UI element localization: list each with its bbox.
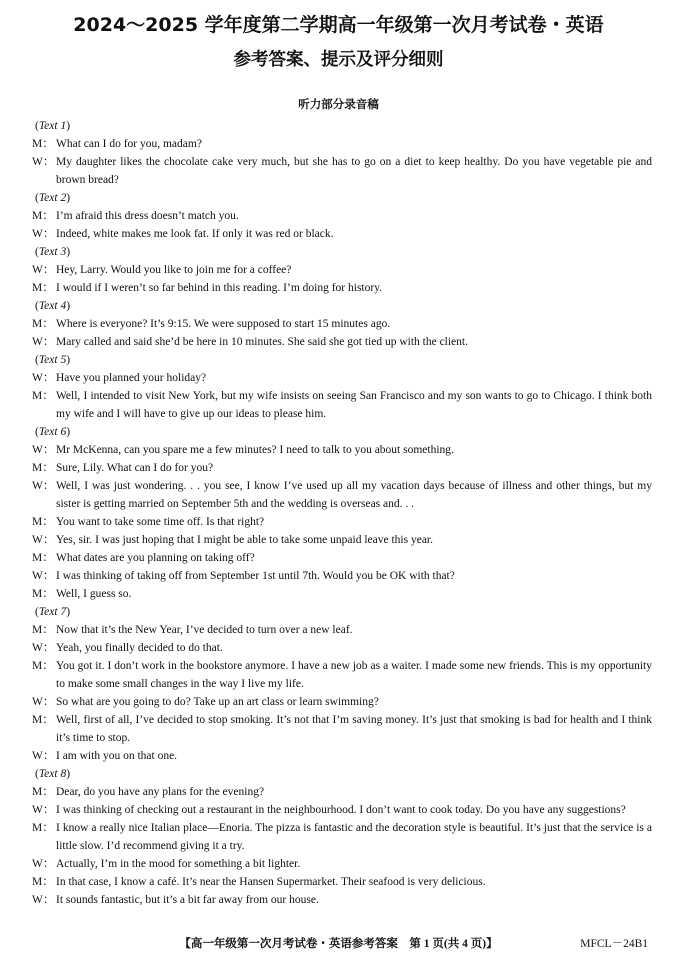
speaker-label: M： — [32, 210, 54, 222]
speaker-label: M： — [32, 624, 54, 636]
speaker-name: M — [32, 138, 43, 150]
text-section-number: Text 7 — [38, 606, 67, 618]
page-title: 2024～2025 学年度第二学期高一年级第一次月考试卷・英语 — [73, 14, 604, 36]
speaker-label: W： — [32, 696, 55, 708]
dialogue-line — [32, 819, 652, 855]
section-heading: 听力部分录音稿 — [298, 97, 379, 111]
speaker-label: M： — [32, 138, 54, 150]
speaker-name: W — [32, 372, 43, 384]
dialogue-line — [32, 207, 652, 225]
speaker-name: M — [32, 390, 43, 402]
speaker-name: M — [32, 786, 43, 798]
dialogue-line — [32, 711, 652, 747]
speaker-label: M： — [32, 462, 54, 474]
dialogue-text: Well, I guess so. — [56, 588, 132, 600]
dialogue-line — [32, 783, 652, 801]
speaker-name: W — [32, 156, 43, 168]
speaker-label: M： — [32, 588, 54, 600]
dialogue-line — [32, 369, 652, 387]
speaker-name: M — [32, 282, 43, 294]
speaker-label: W： — [32, 804, 55, 816]
speaker-label: W： — [32, 228, 55, 240]
dialogue-line — [32, 261, 652, 279]
speaker-name: M — [32, 462, 43, 474]
dialogue-line — [32, 459, 652, 477]
dialogue-text: Well, I was just wondering. . . you see, I know I’ve used up all my vacation days because of illness and other things, but my sister is getting married on September 5th and the wedding is overseas and. . . — [56, 480, 652, 510]
dialogue-text: Yeah, you finally decided to do that. — [56, 642, 223, 654]
speaker-name: M — [32, 516, 43, 528]
text-section-label: (Text 7) — [35, 606, 71, 618]
text-section-label: (Text 1) — [35, 120, 71, 132]
speaker-name: M — [32, 588, 43, 600]
dialogue-text: Dear, do you have any plans for the evening? — [56, 786, 265, 798]
dialogue-line — [32, 153, 652, 189]
speaker-name: W — [32, 264, 43, 276]
text-section-number: Text 1 — [38, 120, 67, 132]
speaker-label: W： — [32, 642, 55, 654]
speaker-label: W： — [32, 156, 55, 168]
dialogue-text: What can I do for you, madam? — [56, 138, 202, 150]
dialogue-line — [32, 279, 652, 297]
dialogue-line — [32, 639, 652, 657]
speaker-label: W： — [32, 570, 55, 582]
speaker-name: M — [32, 660, 43, 672]
text-section-number: Text 6 — [38, 426, 67, 438]
speaker-name: M — [32, 552, 43, 564]
dialogue-text: Yes, sir. I was just hoping that I might be able to take some unpaid leave this year. — [56, 534, 433, 546]
dialogue-text: I’m afraid this dress doesn’t match you. — [56, 210, 239, 222]
dialogue-line — [32, 801, 652, 819]
dialogue-text: Now that it’s the New Year, I’ve decided to turn over a new leaf. — [56, 624, 353, 636]
dialogue-text: Well, first of all, I’ve decided to stop smoking. It’s not that I’m saving money. It’s just that smoking is bad for health and I think it’s time to stop. — [56, 714, 652, 744]
speaker-name: W — [32, 750, 43, 762]
speaker-label: W： — [32, 264, 55, 276]
text-section-label: (Text 8) — [35, 768, 71, 780]
text-section-number: Text 8 — [38, 768, 67, 780]
page-footer — [0, 934, 677, 954]
speaker-name: W — [32, 534, 43, 546]
speaker-name: M — [32, 210, 43, 222]
speaker-label: M： — [32, 660, 54, 672]
dialogue-line — [32, 891, 652, 909]
speaker-name: W — [32, 642, 43, 654]
dialogue-line — [32, 225, 652, 243]
text-section-number: Text 4 — [38, 300, 67, 312]
dialogue-line — [32, 693, 652, 711]
speaker-label: W： — [32, 336, 55, 348]
speaker-label: W： — [32, 480, 55, 492]
speaker-label: M： — [32, 822, 54, 834]
text-section-number: Text 3 — [38, 246, 67, 258]
dialogue-line — [32, 873, 652, 891]
dialogue-text: I would if I weren’t so far behind in this reading. I’m doing for history. — [56, 282, 383, 294]
speaker-label: M： — [32, 876, 54, 888]
speaker-name: M — [32, 822, 43, 834]
dialogue-line — [32, 315, 652, 333]
speaker-label: M： — [32, 714, 54, 726]
dialogue-text: Indeed, white makes me look fat. If only it was red or black. — [56, 228, 334, 240]
speaker-name: W — [32, 894, 43, 906]
speaker-name: M — [32, 714, 43, 726]
speaker-name: M — [32, 624, 43, 636]
dialogue-line — [32, 333, 652, 351]
dialogue-text: You want to take some time off. Is that right? — [56, 516, 265, 528]
dialogue-line — [32, 513, 652, 531]
dialogue-line — [32, 549, 652, 567]
dialogue-line — [32, 567, 652, 585]
text-section-label: (Text 6) — [35, 426, 71, 438]
dialogue-text: My daughter likes the chocolate cake very much, but she has to go on a diet to keep healthy. Do you have vegetable pie and brown bread? — [56, 156, 652, 186]
speaker-label: W： — [32, 372, 55, 384]
speaker-label: M： — [32, 318, 54, 330]
dialogue-text: I was thinking of checking out a restaurant in the neighbourhood. I don’t want to cook today. Do you have any suggestions? — [56, 804, 626, 816]
dialogue-text: You got it. I don’t work in the bookstore anymore. I have a new job as a waiter. I made some new friends. This is my opportunity to make some small changes in the way I live my life. — [56, 660, 652, 690]
dialogue-text: It sounds fantastic, but it’s a bit far away from our house. — [56, 894, 319, 906]
footer-text: 【高一年级第一次月考试卷・英语参考答案 第 1 页(共 4 页)】 — [179, 938, 498, 950]
dialogue-text: Have you planned your holiday? — [56, 372, 207, 384]
footer-code: MFCL－24B1 — [580, 938, 648, 950]
dialogue-text: Sure, Lily. What can I do for you? — [56, 462, 214, 474]
dialogue-text: Actually, I’m in the mood for something a bit lighter. — [56, 858, 301, 870]
text-section-number: Text 2 — [38, 192, 67, 204]
dialogue-text: I was thinking of taking off from September 1st until 7th. Would you be OK with that? — [56, 570, 455, 582]
speaker-label: M： — [32, 516, 54, 528]
dialogue-text: Mr McKenna, can you spare me a few minutes? I need to talk to you about something. — [56, 444, 454, 456]
speaker-name: W — [32, 570, 43, 582]
speaker-label: M： — [32, 786, 54, 798]
speaker-label: M： — [32, 552, 54, 564]
speaker-name: M — [32, 876, 43, 888]
speaker-name: W — [32, 228, 43, 240]
speaker-label: W： — [32, 858, 55, 870]
speaker-name: W — [32, 444, 43, 456]
dialogue-text: Hey, Larry. Would you like to join me for a coffee? — [56, 264, 292, 276]
dialogue-line — [32, 441, 652, 459]
dialogue-text: Where is everyone? It’s 9:15. We were supposed to start 15 minutes ago. — [56, 318, 391, 330]
dialogue-text: In that case, I know a café. It’s near the Hansen Supermarket. Their seafood is very delicious. — [56, 876, 486, 888]
dialogue-text: I am with you on that one. — [56, 750, 178, 762]
dialogue-line — [32, 747, 652, 765]
dialogue-line — [32, 621, 652, 639]
dialogue-line — [32, 531, 652, 549]
dialogue-line — [32, 855, 652, 873]
speaker-label: W： — [32, 750, 55, 762]
page-subtitle: 参考答案、提示及评分细则 — [233, 50, 444, 70]
transcript — [32, 117, 652, 909]
speaker-label: W： — [32, 534, 55, 546]
speaker-label: W： — [32, 444, 55, 456]
text-section-label: (Text 2) — [35, 192, 71, 204]
dialogue-line — [32, 657, 652, 693]
dialogue-line — [32, 387, 652, 423]
text-section-label: (Text 4) — [35, 300, 71, 312]
dialogue-line — [32, 585, 652, 603]
dialogue-line — [32, 135, 652, 153]
dialogue-text: What dates are you planning on taking off? — [56, 552, 255, 564]
dialogue-text: Well, I intended to visit New York, but my wife insists on seeing San Francisco and my son wants to go to Chicago. I think both my wife and I will have to give up our ideas to please him. — [56, 390, 652, 420]
dialogue-text: So what are you going to do? Take up an art class or learn swimming? — [56, 696, 379, 708]
speaker-name: W — [32, 480, 43, 492]
speaker-name: W — [32, 696, 43, 708]
speaker-name: W — [32, 804, 43, 816]
speaker-label: W： — [32, 894, 55, 906]
dialogue-text: Mary called and said she’d be here in 10 minutes. She said she got tied up with the client. — [56, 336, 468, 348]
dialogue-text: I know a really nice Italian place—Enoria. The pizza is fantastic and the decoration style is beautiful. It’s just that the service is a little slow. I’d recommend giving it a try. — [56, 822, 652, 852]
speaker-name: W — [32, 858, 43, 870]
speaker-label: M： — [32, 390, 54, 402]
text-section-label: (Text 5) — [35, 354, 71, 366]
dialogue-line — [32, 477, 652, 513]
text-section-number: Text 5 — [38, 354, 67, 366]
text-section-label: (Text 3) — [35, 246, 71, 258]
speaker-label: M： — [32, 282, 54, 294]
speaker-name: M — [32, 318, 43, 330]
speaker-name: W — [32, 336, 43, 348]
